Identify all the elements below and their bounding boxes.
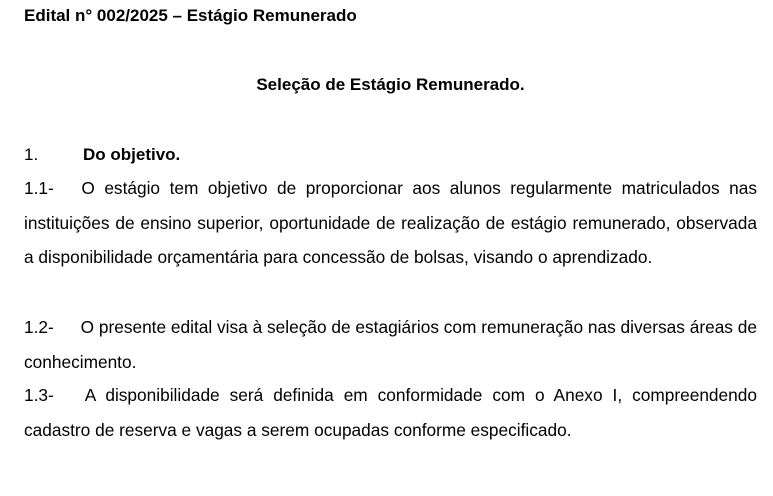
edital-title: Edital n° 002/2025 – Estágio Remunerado xyxy=(24,6,357,25)
clause-number: 1.3- xyxy=(24,385,54,405)
paragraph-1-3 xyxy=(24,378,757,447)
clause-text: O estágio tem objetivo de proporcionar aos alunos regularmente matriculados nas instituições de ensino superior, oportunidade de realização de estágio remunerado, observada a disponibilidade orçamentária para concessão de bolsas, visando o aprendizado. xyxy=(24,178,757,267)
clause-text: A disponibilidade será definida em conformidade com o Anexo I, compreendendo cadastro de reserva e vagas a serem ocupadas conforme especificado. xyxy=(24,385,757,440)
section-title: Do objetivo. xyxy=(83,145,181,164)
clause-text: O presente edital visa à seleção de estagiários com remuneração nas diversas áreas de conhecimento. xyxy=(24,317,757,372)
section-number: 1. xyxy=(24,145,39,164)
section-heading xyxy=(24,145,180,165)
document-subtitle: Seleção de Estágio Remunerado. xyxy=(256,75,525,94)
clause-number: 1.1- xyxy=(24,178,54,198)
paragraph-1-2 xyxy=(24,310,757,379)
paragraph-1-1 xyxy=(24,171,757,275)
clause-number: 1.2- xyxy=(24,317,54,337)
